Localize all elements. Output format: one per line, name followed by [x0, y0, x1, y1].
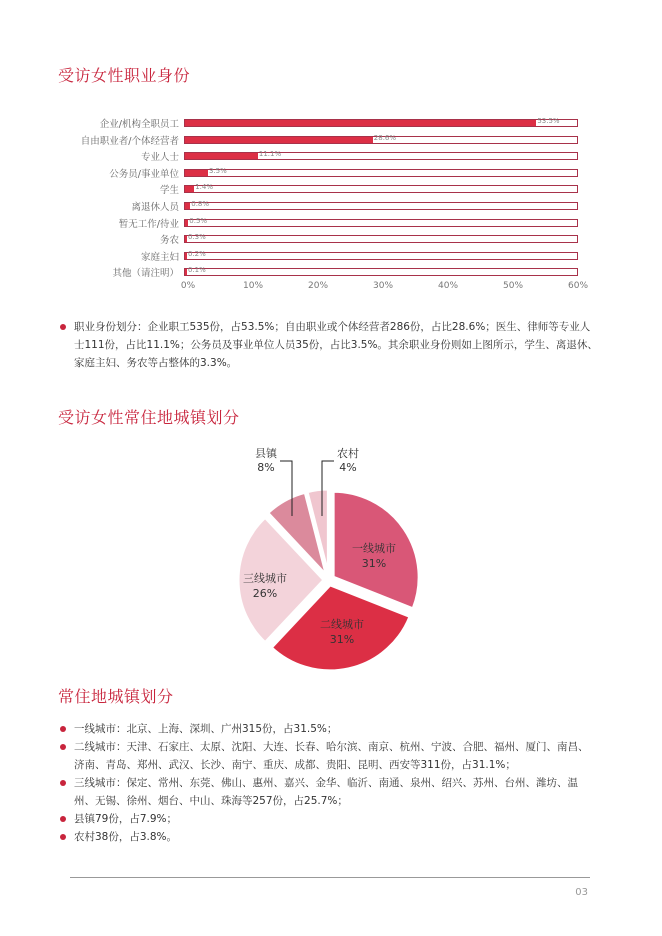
x-axis-tick: 40% — [437, 281, 459, 291]
city-notes-section-title: 常住地城镇划分 — [58, 687, 174, 706]
bar-value-label: 0.5% — [189, 216, 208, 225]
pie-slice-value: 31% — [329, 633, 355, 646]
x-axis-tick: 10% — [242, 281, 264, 291]
pie-slice-value: 31% — [361, 557, 387, 570]
bar-value-label: 28.6% — [373, 133, 397, 142]
callout-label: 农村 — [337, 447, 359, 460]
page-number: 03 — [575, 887, 588, 898]
city-notes-list — [58, 720, 598, 846]
x-axis-tick: 20% — [307, 281, 329, 291]
bar-category-label: 企业/机构全职员工 — [99, 119, 179, 130]
city-note-rural: 农村38份，占3.8%。 — [58, 828, 598, 846]
bar-value-label: 11.1% — [258, 150, 282, 159]
city-note-tier3: 三线城市：保定、常州、东莞、佛山、惠州、嘉兴、金华、临沂、南通、泉州、绍兴、苏州、台州、潍坊、温州、无锡、徐州、烟台、中山、珠海等257份，占25.7%； — [58, 774, 598, 810]
occupation-note-item: 职业身份划分：企业职工535份，占53.5%；自由职业或个体经营者286份，占比28.6%；医生、律师等专业人士111份，占比11.1%；公务员及事业单位人员35份，占比3.5%。其余职业身份则如上图所示，学生、离退休、家庭主妇、务农等占整体的3.3%。 — [58, 318, 598, 372]
bar-category-label: 学生 — [159, 185, 179, 197]
bar-value-label: 0.3% — [188, 233, 206, 242]
callout-label: 县镇 — [255, 447, 277, 460]
bar-category-label: 暂无工作/待业 — [118, 218, 179, 230]
callout-value: 8% — [257, 461, 275, 474]
x-axis-tick: 0% — [180, 281, 196, 291]
pie-slice-label: 三线城市 — [243, 572, 287, 585]
occupation-section-title: 受访女性职业身份 — [58, 66, 191, 85]
footer-divider — [70, 877, 590, 878]
city-chart-section-title: 受访女性常住地城镇划分 — [58, 408, 240, 427]
bar-value-label: 0.2% — [188, 249, 206, 258]
bar-value-label: 0.8% — [191, 200, 210, 208]
bar-category-label: 离退休人员 — [131, 202, 179, 213]
pie-slice-label: 二线城市 — [320, 618, 364, 631]
bar-category-label: 专业人士 — [140, 152, 179, 164]
bar-category-label: 务农 — [159, 235, 179, 247]
city-note-tier2: 二线城市：天津、石家庄、太原、沈阳、大连、长春、哈尔滨、南京、杭州、宁波、合肥、福州、厦门、南昌、济南、青岛、郑州、武汉、长沙、南宁、重庆、成都、贵阳、昆明、西安等311份，占31.1%； — [58, 738, 598, 774]
callout-value: 4% — [339, 461, 357, 474]
x-axis-tick: 30% — [372, 281, 394, 291]
bar-value-label: 3.5% — [208, 166, 227, 175]
bar-value-label: 53.5% — [537, 117, 560, 125]
bar-value-label: 0.1% — [188, 266, 206, 275]
pie-slice-label: 一线城市 — [352, 542, 396, 555]
bar-category-label: 其他（请注明） — [112, 268, 179, 280]
city-note-county: 县镇79份，占7.9%； — [58, 810, 598, 828]
x-axis-tick: 60% — [567, 281, 589, 291]
pie-slice-value: 26% — [252, 587, 278, 600]
bar-category-label: 自由职业者/个体经营者 — [80, 135, 179, 147]
bar-value-label: 1.4% — [195, 183, 213, 192]
bar-category-label: 公务员/事业单位 — [109, 168, 179, 180]
x-axis-tick: 50% — [502, 281, 524, 291]
city-note-tier1: 一线城市：北京、上海、深圳、广州315份，占31.5%； — [58, 720, 598, 738]
bar-category-label: 家庭主妇 — [140, 251, 179, 263]
